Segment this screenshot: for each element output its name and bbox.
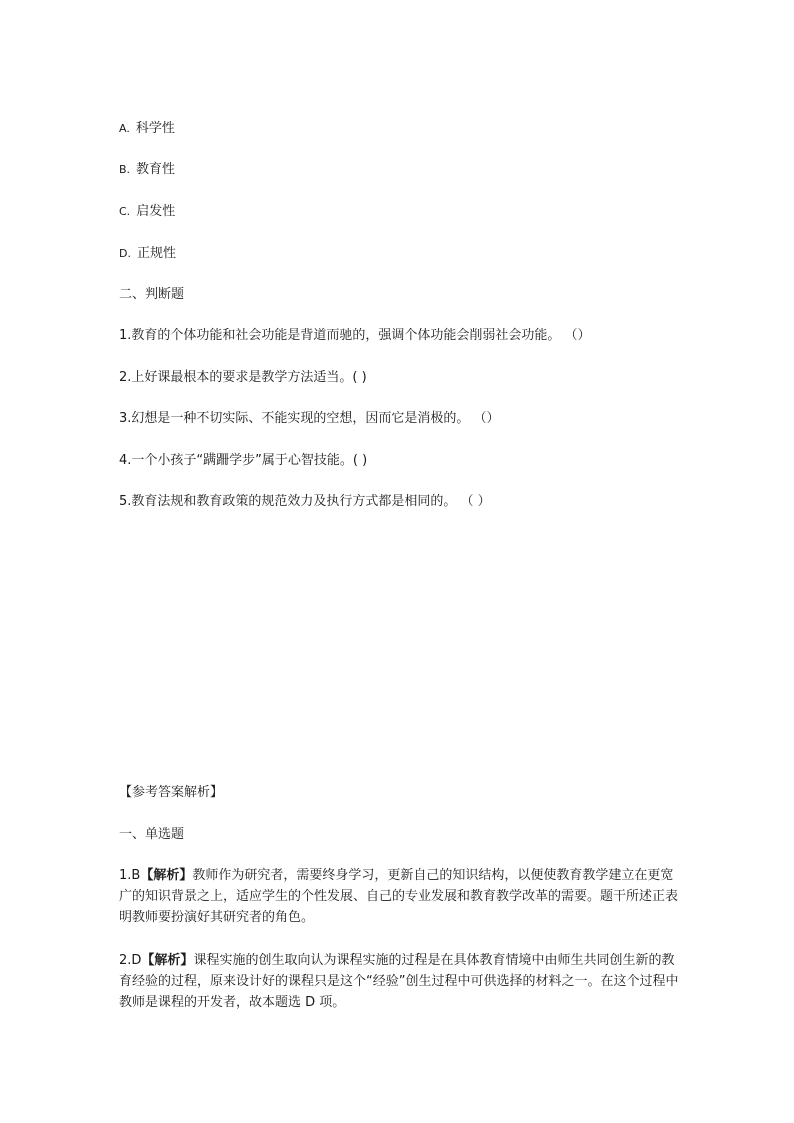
answer-text: 课程实施的创生取向认为课程实施的过程是在具体教育情境中由师生共同创生新的教育经验的过程，原来设计好的课程只是这个“经验”创生过程中可供选择的材料之一。在这个过程中教师是课程的开发者，故本题选 D 项。 [119,953,679,1010]
option-letter: A. [119,122,130,135]
judgment-item-5: 5.教育法规和教育政策的规范效力及执行方式都是相同的。 （ ） [119,494,491,509]
answer-item-1 [119,865,679,928]
option-a [119,119,175,139]
judgment-heading: 二、判断题 [119,287,185,302]
answer-tag: 【解析】 [140,868,193,883]
option-b [119,160,175,180]
option-text: 科学性 [135,121,175,136]
answer-text: 教师作为研究者，需要终身学习，更新自己的知识结构，以便使教育教学建立在更宽广的知识背景之上，适应学生的个性发展、自己的专业发展和教育教学改革的需要。题干所述正表明教师要扮演好其研究者的角色。 [119,868,679,925]
judgment-item-1: 1.教育的个体功能和社会功能是背道而驰的，强调个体功能会削弱社会功能。 （） [119,328,591,343]
option-d [119,244,176,264]
answers-section-heading: 一、单选题 [119,827,185,842]
answer-item-2 [119,950,679,1013]
answers-title: 【参考答案解析】 [119,785,224,800]
answer-number: 2.D [119,953,142,968]
option-letter: B. [119,163,131,176]
judgment-item-3: 3.幻想是一种不切实际、不能实现的空想，因而它是消极的。 （） [119,411,500,426]
answer-tag: 【解析】 [141,953,194,968]
answer-number: 1.B [119,868,141,883]
option-text: 正规性 [136,246,176,261]
option-letter: D. [119,247,131,260]
option-text: 教育性 [136,162,176,177]
judgment-item-2: 2.上好课最根本的要求是教学方法适当。( ) [119,370,367,385]
option-c [119,202,175,222]
option-letter: C. [119,205,131,218]
option-text: 启发性 [136,204,176,219]
judgment-item-4: 4.一个小孩子“蹒跚学步”属于心智技能。( ) [119,453,368,468]
